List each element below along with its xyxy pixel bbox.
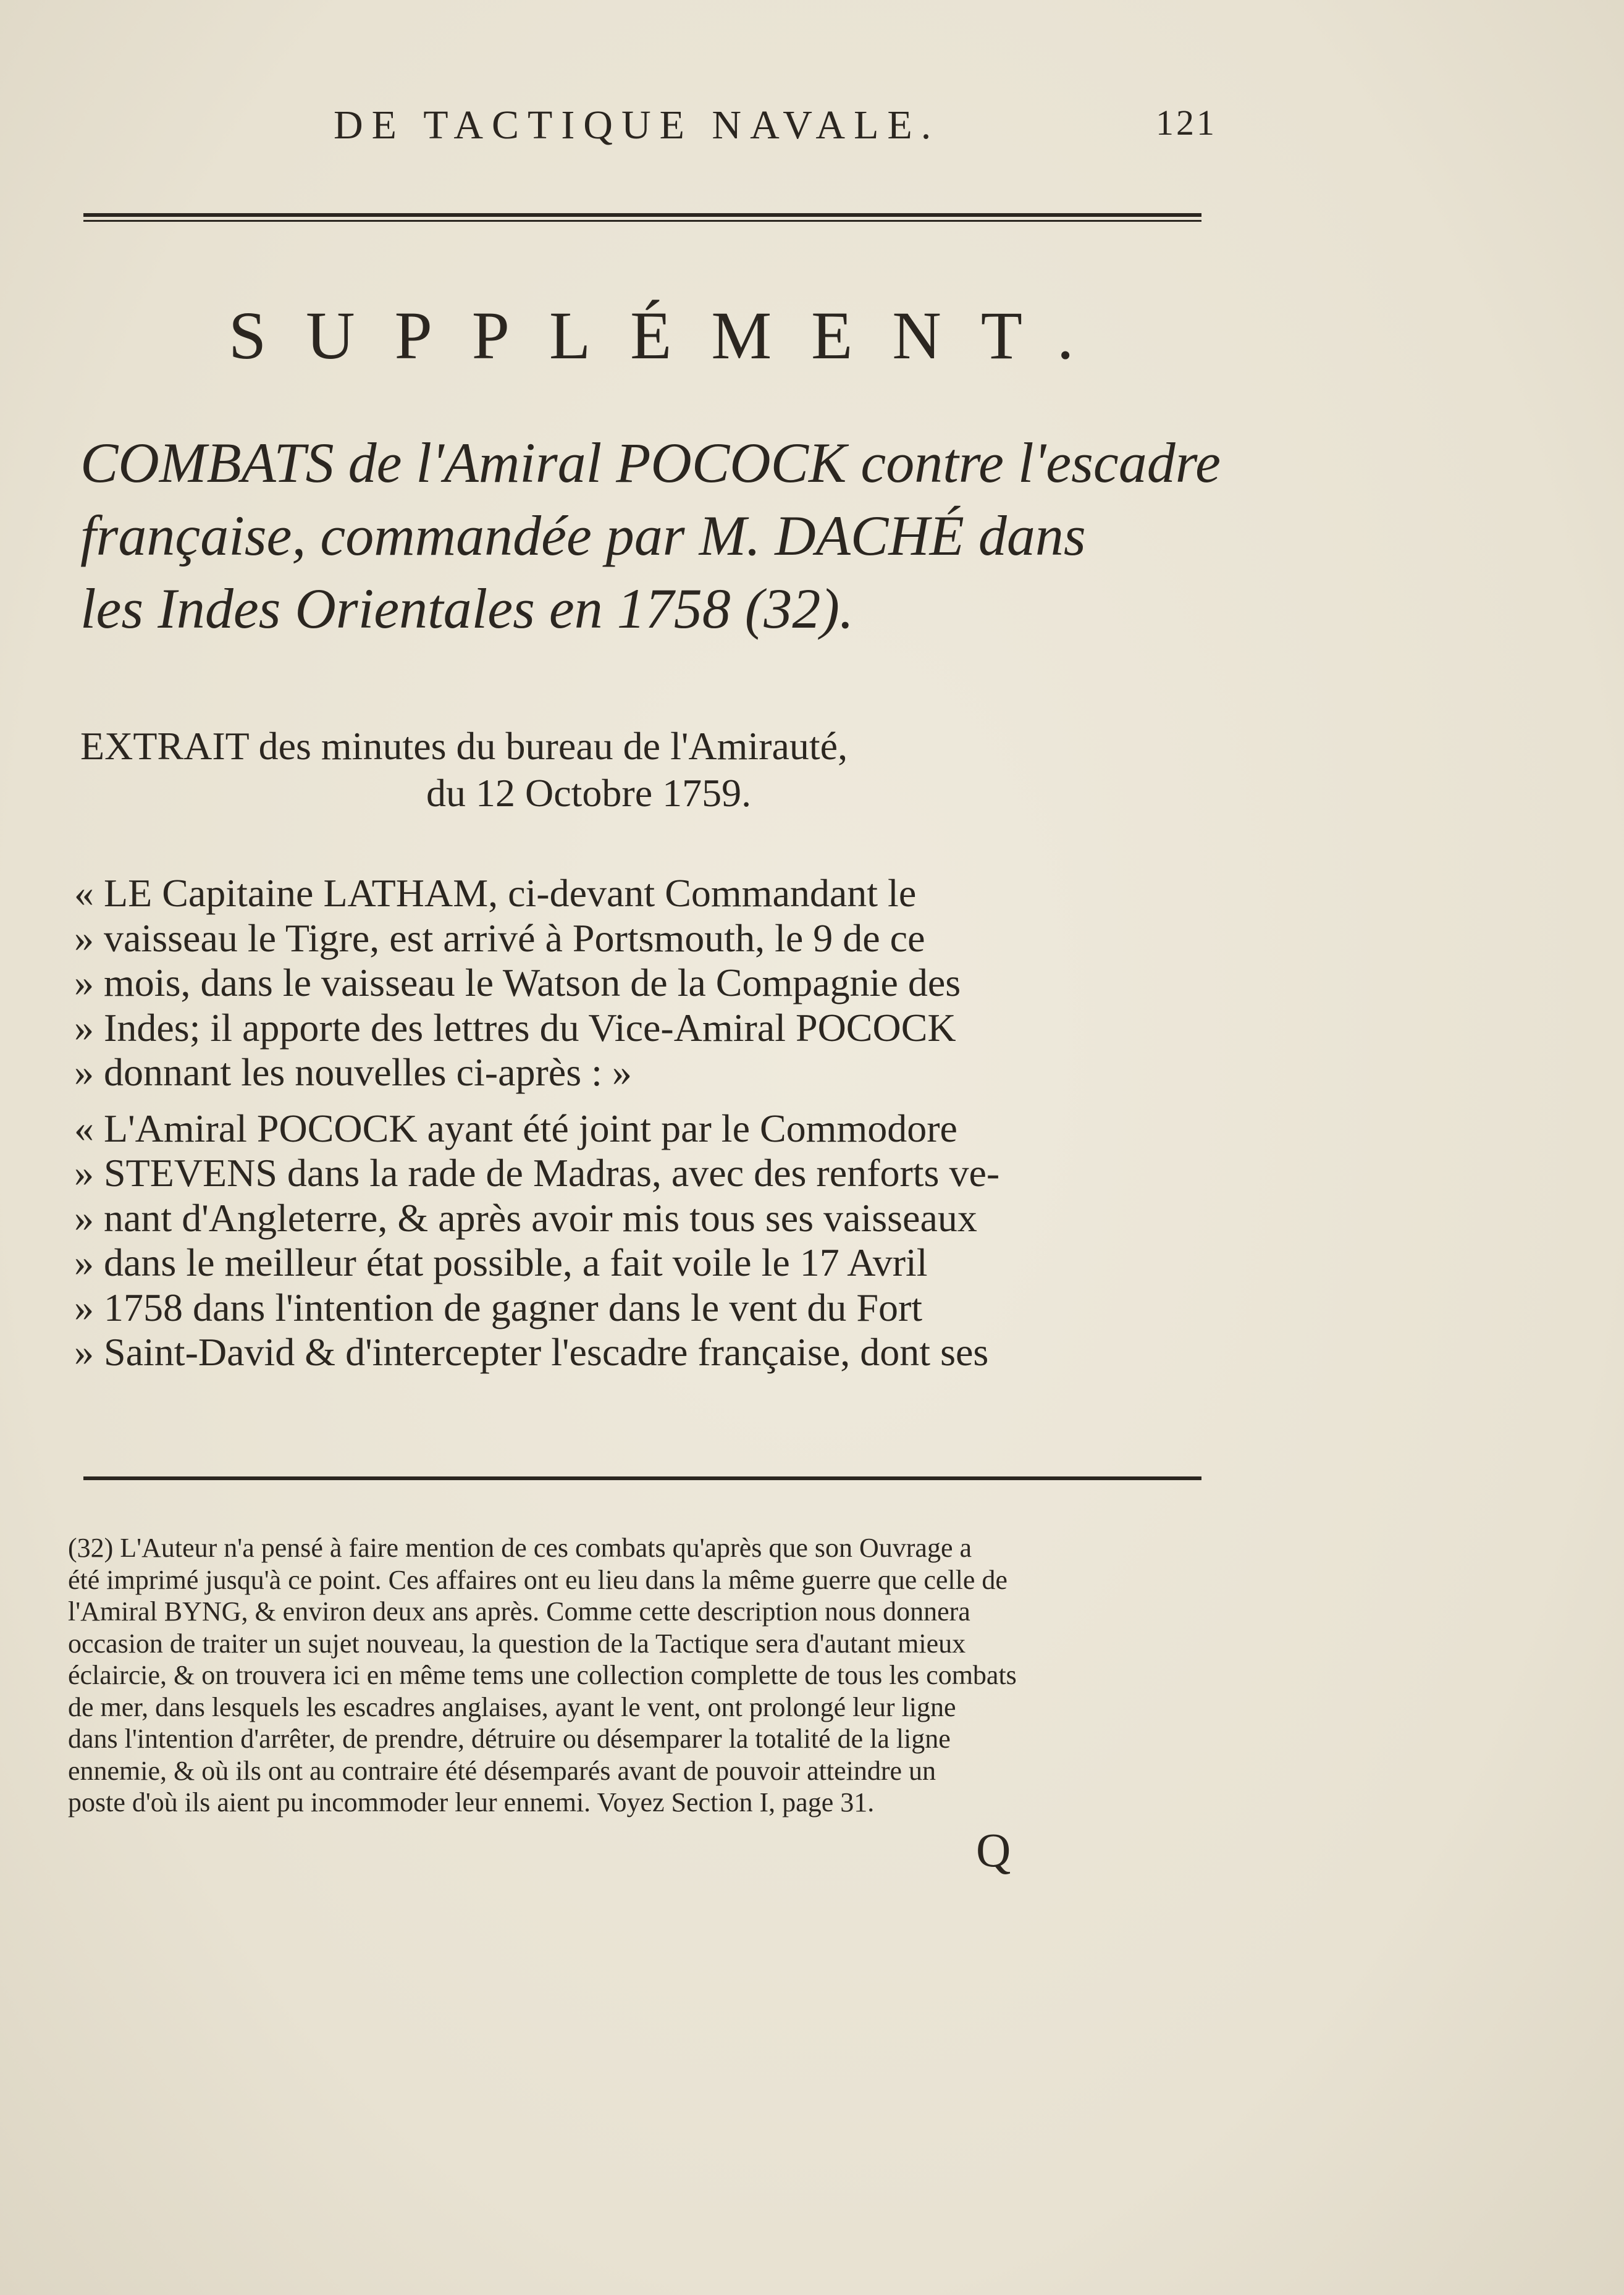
text-line: « LE Capitaine LATHAM, ci-devant Commandant le xyxy=(74,871,917,915)
heading-line-1: COMBATS de l'Amiral POCOCK contre l'escadre xyxy=(80,431,1221,494)
extract-line-2: du 12 Octobre 1759. xyxy=(426,771,752,815)
footnote-line: ennemie, & où ils ont au contraire été désemparés avant de pouvoir atteindre un xyxy=(68,1755,936,1786)
footnote-line: dans l'intention d'arrêter, de prendre, détruire ou désemparer la totalité de la ligne xyxy=(68,1724,951,1754)
chapter-heading xyxy=(80,426,1229,645)
page-number: 121 xyxy=(1156,103,1217,143)
footnote-line: été imprimé jusqu'à ce point. Ces affaires ont eu lieu dans la même guerre que celle de xyxy=(68,1564,1008,1595)
running-title: DE TACTIQUE NAVALE. xyxy=(334,103,940,148)
footnote-line: éclaircie, & on trouvera ici en même tems une collection complette de tous les combats xyxy=(68,1660,1017,1690)
footnote-rule xyxy=(83,1476,1201,1480)
paragraph-2 xyxy=(74,1106,1223,1375)
heading-line-2: française, commandée par M. DACHÉ dans xyxy=(80,504,1086,567)
footnote-line: poste d'où ils aient pu incommoder leur ennemi. Voyez Section I, page 31. xyxy=(68,1787,875,1817)
extract-line-1: EXTRAIT des minutes du bureau de l'Amirauté, xyxy=(80,724,848,768)
extract-heading xyxy=(80,723,1229,817)
text-line: » nant d'Angleterre, & après avoir mis tous ses vaisseaux xyxy=(74,1195,977,1240)
page-header xyxy=(334,102,1217,158)
section-title: SUPPLÉMENT. xyxy=(229,298,1114,373)
paragraph-1 xyxy=(74,871,1223,1095)
text-line: » 1758 dans l'intention de gagner dans le vent du Fort xyxy=(74,1285,923,1329)
body-text xyxy=(74,871,1223,1375)
text-line: » mois, dans le vaisseau le Watson de la Compagnie des xyxy=(74,961,961,1004)
text-line: » dans le meilleur état possible, a fait voile le 17 Avril xyxy=(74,1240,928,1284)
signature-mark: Q xyxy=(976,1823,1011,1877)
footnote xyxy=(68,1532,1223,1819)
text-line: » vaisseau le Tigre, est arrivé à Portsmouth, le 9 de ce xyxy=(74,916,925,960)
footnote-line: de mer, dans lesquels les escadres anglaises, ayant le vent, ont prolongé leur ligne xyxy=(68,1691,956,1722)
footnote-line: l'Amiral BYNG, & environ deux ans après. Comme cette description nous donnera xyxy=(68,1596,970,1627)
heading-line-3: les Indes Orientales en 1758 (32). xyxy=(80,577,854,640)
text-line: » STEVENS dans la rade de Madras, avec des renforts ve- xyxy=(74,1151,1000,1195)
footnote-line: (32) L'Auteur n'a pensé à faire mention de ces combats qu'après que son Ouvrage a xyxy=(68,1533,972,1563)
text-line: « L'Amiral POCOCK ayant été joint par le Commodore xyxy=(74,1106,957,1150)
text-line: » donnant les nouvelles ci-après : » xyxy=(74,1050,632,1094)
text-line: » Saint-David & d'intercepter l'escadre française, dont ses xyxy=(74,1330,989,1374)
text-line: » Indes; il apporte des lettres du Vice-Amiral POCOCK xyxy=(74,1005,956,1050)
footnote-line: occasion de traiter un sujet nouveau, la question de la Tactique sera d'autant mieux xyxy=(68,1628,966,1659)
header-rule xyxy=(83,213,1201,222)
